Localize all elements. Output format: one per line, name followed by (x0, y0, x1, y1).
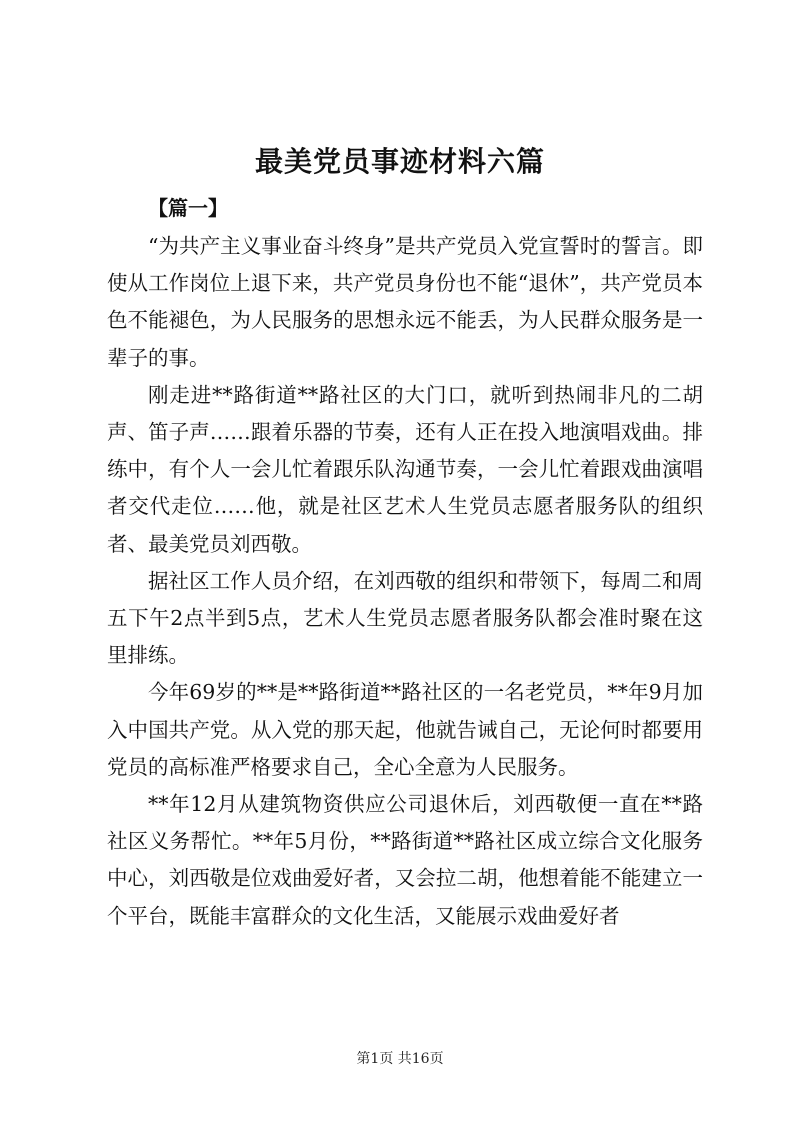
section-heading: 【篇一】 (148, 196, 228, 220)
paragraph-4: 今年69岁的**是**路街道**路社区的一名老党员，**年9月加入中国共产党。从入党的那天起，他就告诫自己，无论何时都要用党员的高标准严格要求自己，全心全意为人民服务。 (107, 680, 703, 779)
paragraph-2: 刚走进**路街道**路社区的大门口，就听到热闹非凡的二胡声、笛子声……跟着乐器的节奏，还有人正在投入地演唱戏曲。排练中，有个人一会儿忙着跟乐队沟通节奏，一会儿忙着跟戏曲演唱者交代走位……他，就是社区艺术人生党员志愿者服务队的组织者、最美党员刘西敬。 (107, 382, 703, 556)
paragraph-3: 据社区工作人员介绍，在刘西敬的组织和带领下，每周二和周五下午2点半到5点，艺术人生党员志愿者服务队都会准时聚在这里排练。 (107, 568, 703, 668)
page-footer: 第1页 共16页 (356, 1051, 444, 1067)
paragraph-5: **年12月从建筑物资供应公司退休后，刘西敬便一直在**路社区义务帮忙。**年5月份，**路街道**路社区成立综合文化服务中心，刘西敬是位戏曲爱好者，又会拉二胡，他想着能不能建立一个平台，既能丰富群众的文化生活，又能展示戏曲爱好者 (107, 792, 703, 928)
document-body (107, 228, 703, 935)
paragraph-1: “为共产主义事业奋斗终身”是共产党员入党宣誓时的誓言。即使从工作岗位上退下来，共产党员身份也不能“退休”，共产党员本色不能褪色，为人民服务的思想永远不能丢，为人民群众服务是一辈子的事。 (107, 234, 703, 370)
document-title: 最美党员事迹材料六篇 (254, 145, 545, 178)
